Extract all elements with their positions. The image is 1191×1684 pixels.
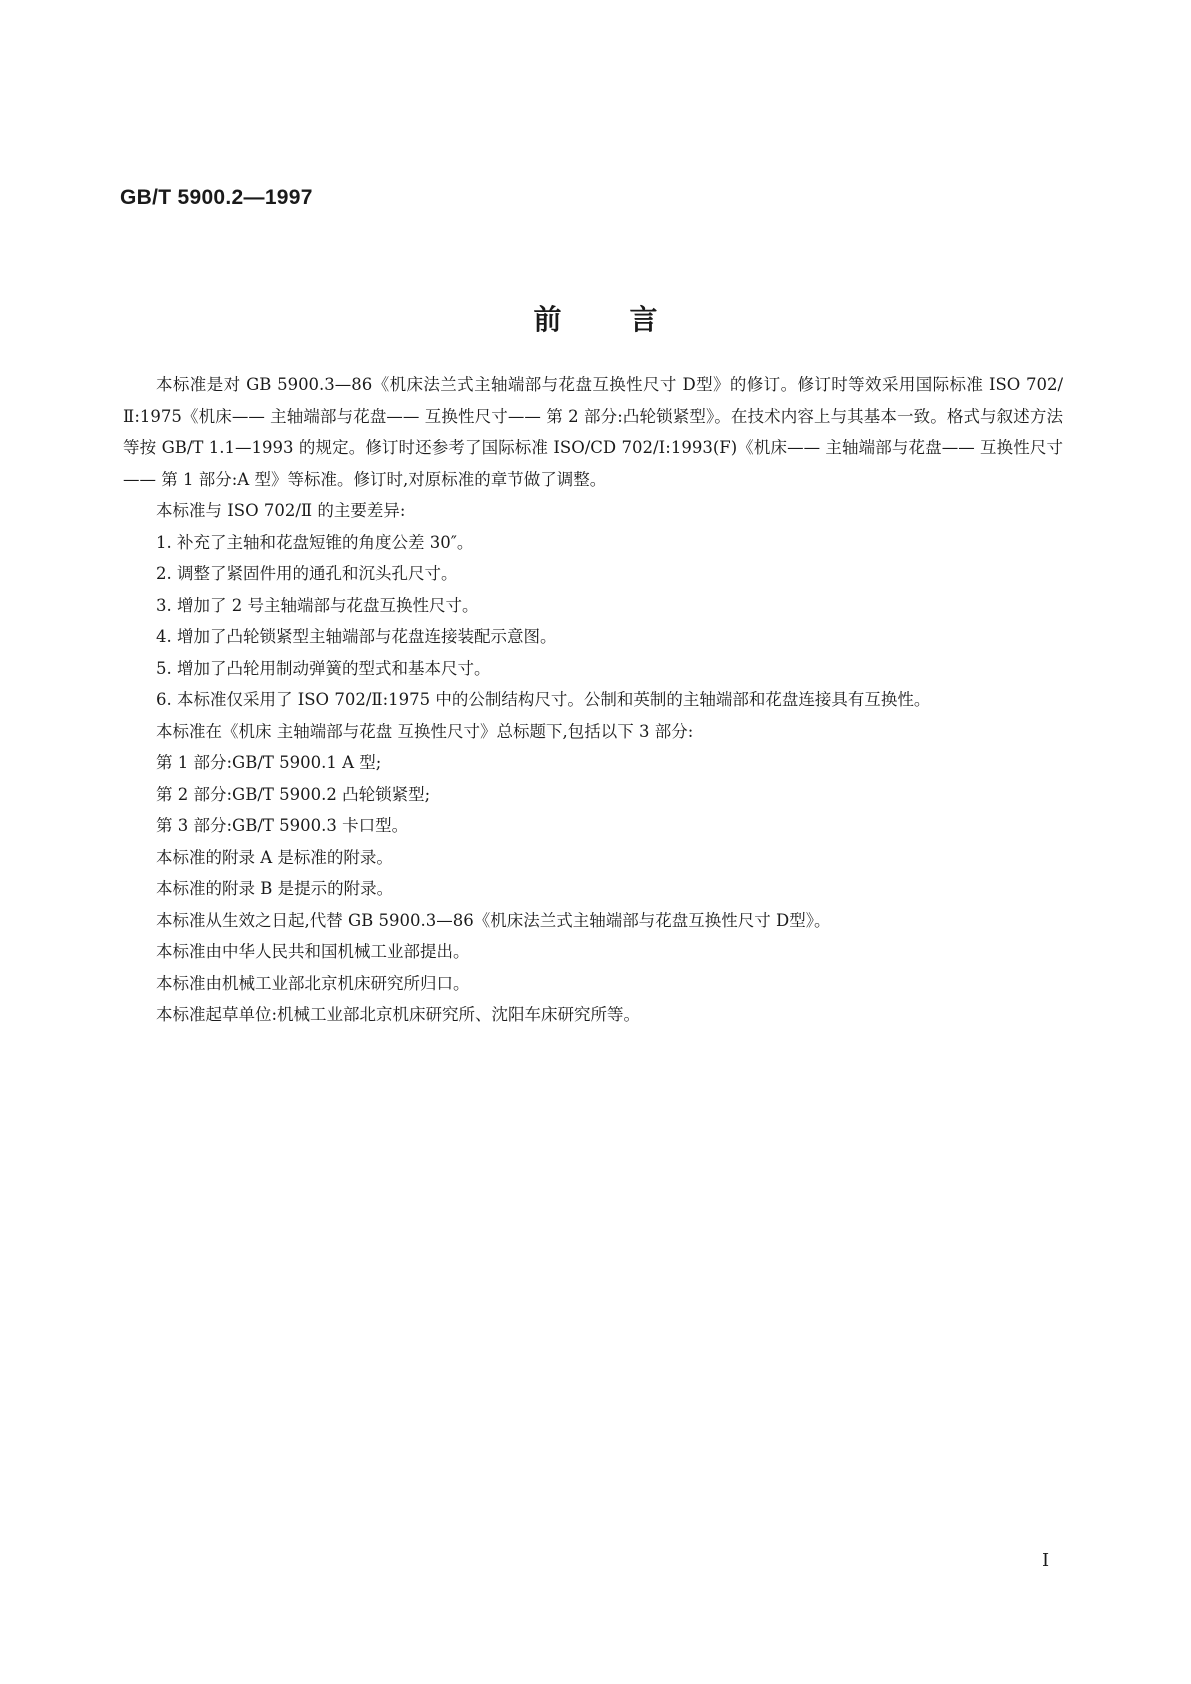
paragraph-replacement: 本标准从生效之日起,代替 GB 5900.3—86《机床法兰式主轴端部与花盘互换性尺寸 D型》。 xyxy=(156,910,831,930)
paragraph-revision-note: 本标准是对 GB 5900.3—86《机床法兰式主轴端部与花盘互换性尺寸 D型》的修订。修订时等效采用国际标准 ISO 702/Ⅱ:1975《机床—— 主轴端部与花盘—— 互换性尺寸—— 第 2 部分:凸轮锁紧型》。在技术内容上与其基本一致。格式与叙述方法等按 GB/T 1.1—1993 的规定。修订时还参考了国际标准 ISO/CD 702/Ⅰ:1993(F)《机床—— 主轴端部与花盘—— 互换性尺寸—— 第 1 部分:A 型》等标准。修订时,对原标准的章节做了调整。 xyxy=(123,375,1063,489)
foreword-body xyxy=(123,369,1063,1031)
list-item-difference-4: 4. 增加了凸轮锁紧型主轴端部与花盘连接装配示意图。 xyxy=(156,627,557,646)
list-item-difference-1: 1. 补充了主轴和花盘短锥的角度公差 30″。 xyxy=(156,532,474,552)
list-item-part-2: 第 2 部分:GB/T 5900.2 凸轮锁紧型; xyxy=(156,784,431,804)
paragraph-annex-b: 本标准的附录 B 是提示的附录。 xyxy=(156,879,394,898)
page-title: 前言 xyxy=(533,303,726,336)
standard-number: GB/T 5900.2—1997 xyxy=(120,186,313,209)
paragraph-administrator: 本标准由机械工业部北京机床研究所归口。 xyxy=(156,973,470,993)
paragraph-proposer: 本标准由中华人民共和国机械工业部提出。 xyxy=(156,942,470,961)
paragraph-annex-a: 本标准的附录 A 是标准的附录。 xyxy=(156,847,393,867)
paragraph-differences-intro: 本标准与 ISO 702/Ⅱ 的主要差异: xyxy=(156,501,406,520)
list-item-part-3: 第 3 部分:GB/T 5900.3 卡口型。 xyxy=(156,816,409,835)
list-item-part-1: 第 1 部分:GB/T 5900.1 A 型; xyxy=(156,753,382,772)
list-item-difference-3: 3. 增加了 2 号主轴端部与花盘互换性尺寸。 xyxy=(156,595,479,615)
page-number: I xyxy=(1042,1550,1050,1571)
list-item-difference-6: 6. 本标准仅采用了 ISO 702/Ⅱ:1975 中的公制结构尺寸。公制和英制的主轴端部和花盘连接具有互换性。 xyxy=(156,690,931,709)
paragraph-parts-intro: 本标准在《机床 主轴端部与花盘 互换性尺寸》总标题下,包括以下 3 部分: xyxy=(156,721,694,741)
list-item-difference-5: 5. 增加了凸轮用制动弹簧的型式和基本尺寸。 xyxy=(156,658,491,678)
paragraph-drafting-units: 本标准起草单位:机械工业部北京机床研究所、沈阳车床研究所等。 xyxy=(156,1005,641,1024)
list-item-difference-2: 2. 调整了紧固件用的通孔和沉头孔尺寸。 xyxy=(156,564,458,583)
